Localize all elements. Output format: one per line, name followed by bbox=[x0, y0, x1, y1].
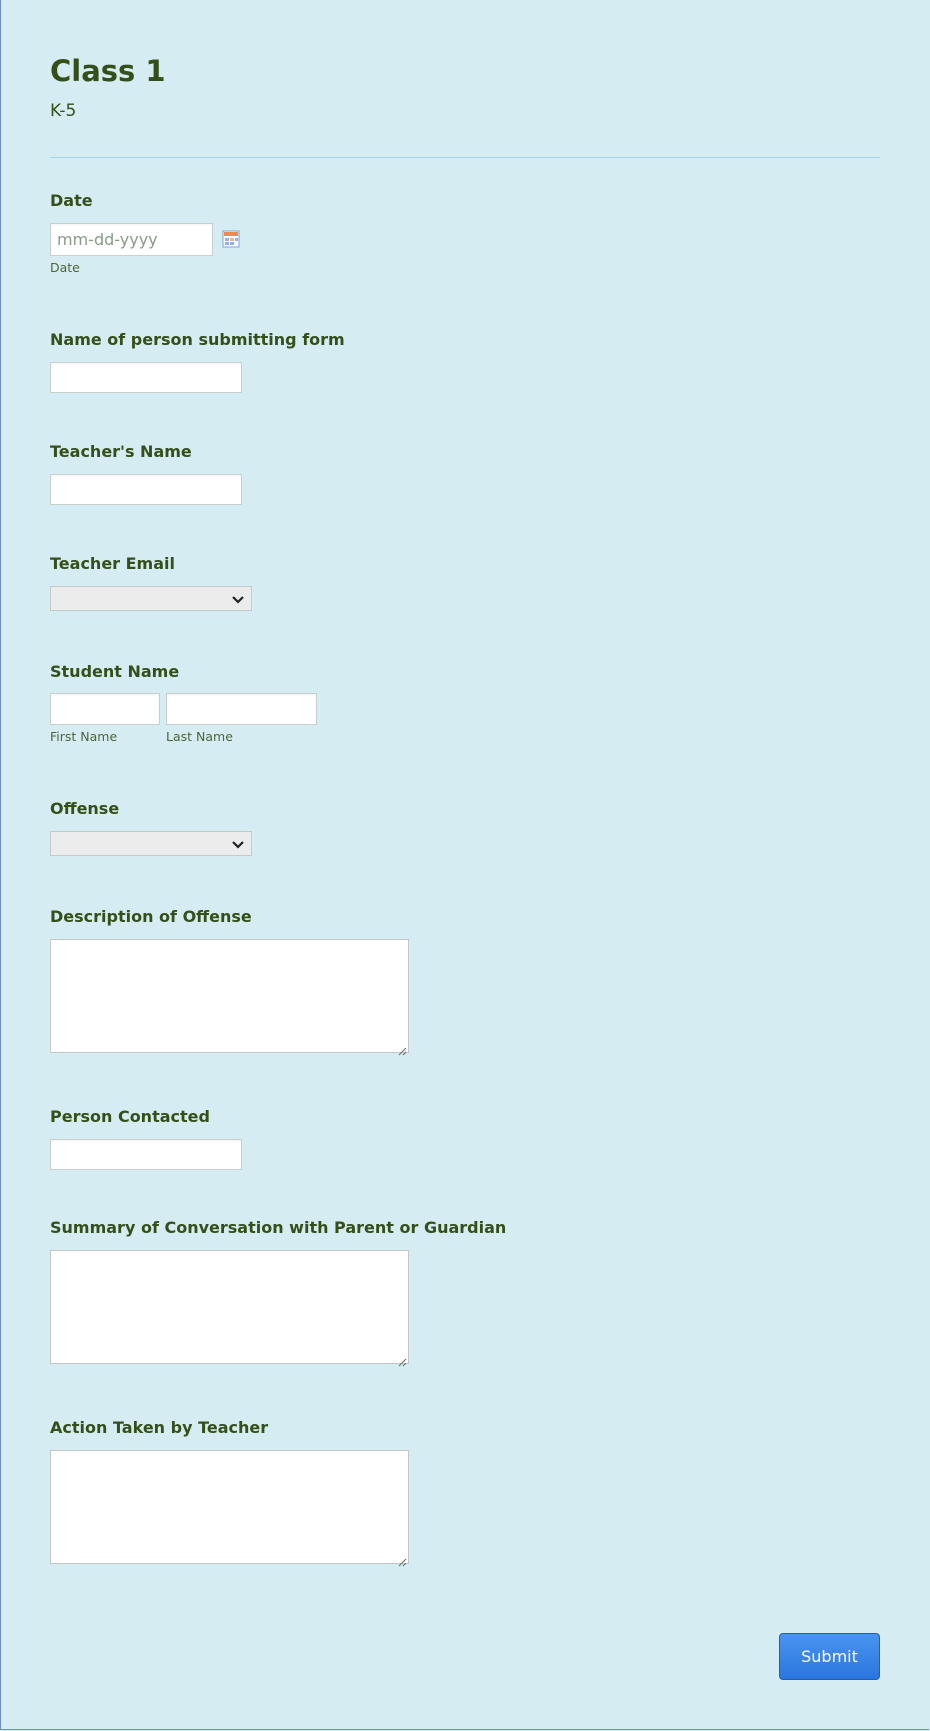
date-sublabel: Date bbox=[50, 260, 80, 275]
action-taken-textarea[interactable] bbox=[50, 1450, 409, 1564]
resize-grip-icon[interactable] bbox=[397, 1352, 407, 1362]
submitter-label: Name of person submitting form bbox=[50, 330, 345, 349]
person-contacted-label: Person Contacted bbox=[50, 1107, 210, 1126]
chevron-down-icon bbox=[231, 837, 245, 851]
student-last-name-input[interactable] bbox=[166, 693, 317, 725]
form-title: Class 1 bbox=[50, 54, 166, 88]
chevron-down-icon bbox=[231, 592, 245, 606]
conversation-summary-textarea[interactable] bbox=[50, 1250, 409, 1364]
teacher-email-label: Teacher Email bbox=[50, 554, 175, 573]
calendar-icon[interactable] bbox=[222, 230, 240, 248]
last-name-sublabel: Last Name bbox=[166, 729, 233, 744]
teacher-name-input[interactable] bbox=[50, 474, 242, 505]
offense-description-textarea[interactable] bbox=[50, 939, 409, 1053]
form-subtitle: K-5 bbox=[50, 101, 77, 121]
teacher-name-label: Teacher's Name bbox=[50, 442, 192, 461]
person-contacted-input[interactable] bbox=[50, 1139, 242, 1170]
date-input[interactable] bbox=[50, 223, 213, 256]
first-name-sublabel: First Name bbox=[50, 729, 118, 744]
resize-grip-icon[interactable] bbox=[397, 1552, 407, 1562]
date-label: Date bbox=[50, 191, 93, 210]
offense-select[interactable] bbox=[50, 831, 252, 856]
resize-grip-icon[interactable] bbox=[397, 1041, 407, 1051]
submit-button[interactable]: Submit bbox=[779, 1633, 880, 1680]
offense-description-label: Description of Offense bbox=[50, 907, 252, 926]
student-name-label: Student Name bbox=[50, 662, 180, 681]
action-taken-label: Action Taken by Teacher bbox=[50, 1418, 269, 1437]
student-first-name-input[interactable] bbox=[50, 693, 160, 725]
offense-label: Offense bbox=[50, 799, 120, 818]
submitter-input[interactable] bbox=[50, 362, 242, 393]
teacher-email-select[interactable] bbox=[50, 586, 252, 611]
conversation-summary-label: Summary of Conversation with Parent or Guardian bbox=[50, 1218, 507, 1237]
header-divider bbox=[50, 157, 880, 158]
